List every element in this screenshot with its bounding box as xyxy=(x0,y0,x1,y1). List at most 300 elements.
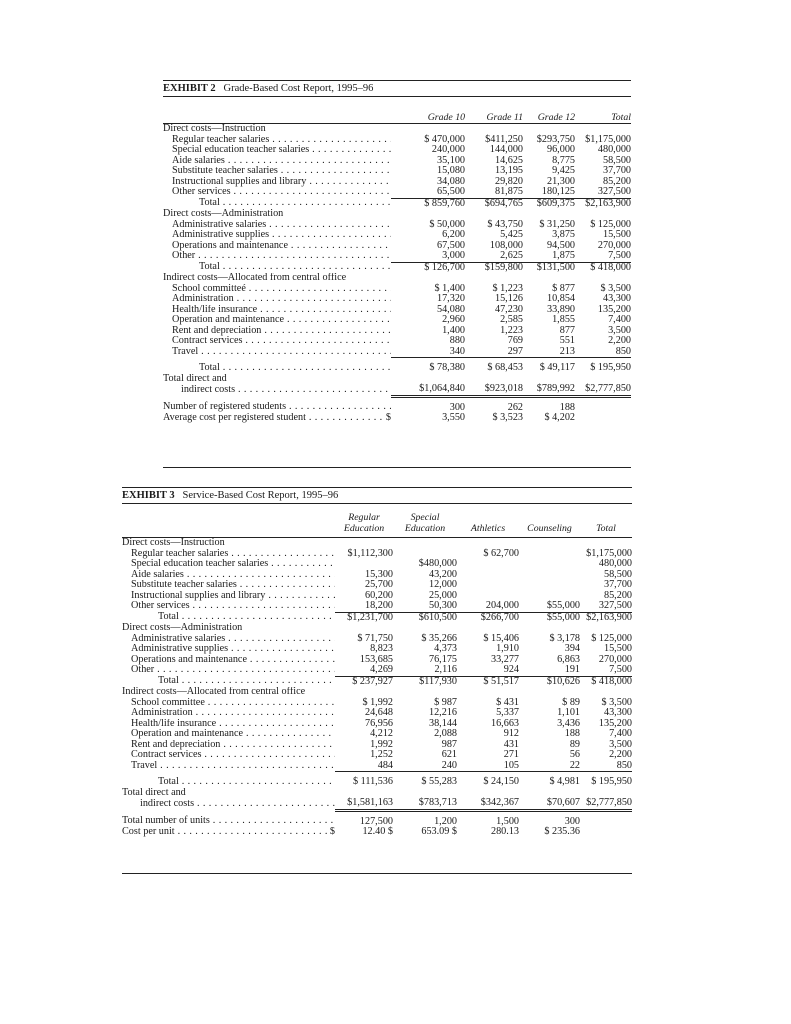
row-label: School committeé . . . xyxy=(163,284,391,295)
section-heading xyxy=(122,623,632,634)
cell-value: $1,175,000 xyxy=(586,547,632,559)
row-label: Operations and maintenance . . . xyxy=(122,655,335,666)
cell-value: 240,000 xyxy=(431,144,465,155)
cell-value: 2,116 xyxy=(393,665,457,676)
cell-value: 6,863 xyxy=(557,653,580,665)
header-line-2: Total xyxy=(596,523,616,534)
cell-value: 912 xyxy=(503,728,519,739)
row-label: Direct costs—Administration xyxy=(122,623,243,633)
cell-value: 880 xyxy=(449,335,465,346)
cell-value: 135,200 xyxy=(598,717,632,729)
cell-value: 67,500 xyxy=(436,239,465,251)
exhibit-3-header xyxy=(122,487,632,504)
cell-value: 924 xyxy=(457,665,519,676)
row-label: Aide salaries . . . xyxy=(163,156,391,167)
table-row xyxy=(122,601,632,612)
row-label: Travel . . . xyxy=(163,347,391,358)
row-label: Average cost per registered student $ . . . xyxy=(163,413,391,424)
cell-value: 850 xyxy=(575,347,631,358)
cell-value: $ 877 xyxy=(552,282,575,294)
cell-value: 15,500 xyxy=(602,229,631,240)
cell-value: 94,500 xyxy=(546,239,575,251)
cell-value: 33,277 xyxy=(490,653,519,665)
cell-value: 108,000 xyxy=(489,239,523,251)
cell-value: $1,175,000 xyxy=(585,133,631,145)
table-row xyxy=(163,145,631,156)
cell-value: $2,163,900 xyxy=(585,197,631,209)
cell-value: $1,231,700 xyxy=(347,611,393,623)
cell-value: $ 235.36 xyxy=(544,826,580,837)
cell-value: 394 xyxy=(564,643,580,654)
cell-value: 300 xyxy=(564,815,580,827)
cell-value xyxy=(465,209,523,220)
column-header-grade-11: Grade 11 xyxy=(486,112,523,123)
grade-cost-table-body xyxy=(163,124,631,424)
row-label: Special education teacher salaries . . . xyxy=(163,145,391,156)
cell-value: 29,820 xyxy=(494,175,523,187)
cell-value: $1,112,300 xyxy=(347,547,393,559)
cell-value: 987 xyxy=(441,738,457,750)
row-label: School committee . . . xyxy=(122,698,335,709)
cell-value: $ 470,000 xyxy=(424,133,465,145)
cell-value: 480,000 xyxy=(597,144,631,155)
cell-value: 25,000 xyxy=(428,589,457,601)
cell-value: $ 195,950 xyxy=(590,362,631,373)
row-label: Administrative salaries . . . xyxy=(122,634,335,645)
cell-value: 15,126 xyxy=(494,293,523,304)
cell-value: $ 3,500 xyxy=(601,696,632,708)
summary-row xyxy=(163,396,631,413)
cell-value: 24,648 xyxy=(364,707,393,718)
row-label: Total number of units . . . xyxy=(122,810,335,827)
cell-value: $1,064,840 xyxy=(391,384,465,396)
service-cost-table-body xyxy=(122,538,632,838)
cell-value: 2,585 xyxy=(500,314,523,325)
row-label: Total . . . xyxy=(122,676,335,687)
cell-value: $ 31,250 xyxy=(539,218,575,230)
cell-value: $610,500 xyxy=(418,611,457,623)
column-header-grade-12: Grade 12 xyxy=(537,112,575,123)
cell-value: 153,685 xyxy=(359,653,393,665)
cell-value: $131,500 xyxy=(536,261,575,273)
cell-value: 297 xyxy=(465,347,523,358)
exhibit-2-header xyxy=(163,80,631,97)
table-row xyxy=(122,549,632,560)
column-header-special-education xyxy=(393,512,457,534)
cell-value: $480,000 xyxy=(418,558,457,569)
section-heading xyxy=(163,209,631,220)
section-heading xyxy=(163,273,631,284)
cell-value xyxy=(575,396,631,413)
cell-value: $ 859,760 xyxy=(424,197,465,209)
cell-value: 8,823 xyxy=(370,643,393,654)
row-label: Direct costs—Instruction xyxy=(122,537,225,548)
cell-value: 1,101 xyxy=(557,707,580,718)
row-label: Health/life insurance . . . xyxy=(163,305,391,316)
cell-value: 81,875 xyxy=(465,187,523,198)
grand-total-row xyxy=(122,798,632,810)
dollar-sign: $ xyxy=(327,827,335,838)
cell-value xyxy=(575,273,631,284)
row-label: Instructional supplies and library . . . xyxy=(122,591,335,602)
cell-value xyxy=(393,538,457,549)
exhibit-2-title: Grade-Based Cost Report, 1995–96 xyxy=(223,83,374,94)
cell-value: 2,200 xyxy=(608,335,631,346)
row-label: Total direct and xyxy=(163,373,227,384)
table-row xyxy=(163,336,631,347)
cell-value xyxy=(523,209,575,220)
exhibit-3-bottom-rule xyxy=(122,873,632,874)
table-row xyxy=(122,665,632,676)
row-label: Rent and depreciation . . . xyxy=(163,326,391,337)
cell-value: $ 4,981 xyxy=(549,776,580,787)
cell-value: 877 xyxy=(559,324,575,336)
cell-value xyxy=(457,687,519,698)
cell-value: 16,663 xyxy=(490,717,519,729)
cell-value: $ 195,950 xyxy=(591,776,632,787)
cell-value: 13,195 xyxy=(494,165,523,176)
cell-value: 12.40 $ xyxy=(362,826,393,837)
cell-value: 5,337 xyxy=(496,707,519,718)
column-header-label xyxy=(163,109,391,123)
cell-value: 484 xyxy=(335,761,393,772)
cell-value: 6,200 xyxy=(442,229,465,240)
row-label: Administration . . . xyxy=(122,708,335,719)
cell-value: 54,080 xyxy=(436,303,465,315)
cell-value: 262 xyxy=(507,401,523,413)
cell-value: $ 431 xyxy=(496,696,519,708)
header-line-2: Counseling xyxy=(527,523,572,534)
cell-value: 213 xyxy=(523,347,575,358)
cell-value: 1,400 xyxy=(442,324,465,336)
row-label: Administrative salaries . . . xyxy=(163,220,391,231)
table-row xyxy=(163,294,631,305)
cell-value: 17,320 xyxy=(436,293,465,304)
row-label: Number of registered students . . . xyxy=(163,396,391,413)
row-label: Total . . . xyxy=(163,262,391,273)
cell-value: $ 71,750 xyxy=(357,632,393,644)
cell-value xyxy=(575,209,631,220)
table-row xyxy=(122,750,632,761)
cell-value: 551 xyxy=(559,335,575,346)
cell-value xyxy=(580,538,632,549)
cell-value: $ 68,453 xyxy=(487,362,523,373)
section-heading xyxy=(122,538,632,549)
cell-value xyxy=(575,124,631,135)
cell-value: 2,625 xyxy=(465,251,523,262)
cell-value: 188 xyxy=(564,728,580,739)
cell-value: 56 xyxy=(569,749,580,760)
cell-value xyxy=(393,623,457,634)
section-heading xyxy=(163,124,631,135)
cell-value: 4,212 xyxy=(370,728,393,739)
row-label: Aide salaries . . . xyxy=(122,570,335,581)
table-row xyxy=(122,580,632,591)
cell-value: 37,700 xyxy=(602,165,631,176)
cell-value xyxy=(457,580,519,591)
table-row xyxy=(163,230,631,241)
cell-value: 12,000 xyxy=(428,579,457,590)
cell-value: $ 125,000 xyxy=(591,632,632,644)
cell-value: 7,500 xyxy=(580,665,632,676)
cell-value: 96,000 xyxy=(546,144,575,155)
cell-value: $ 78,380 xyxy=(429,362,465,373)
cell-value: $ 3,500 xyxy=(600,282,631,294)
cell-value: 33,890 xyxy=(546,303,575,315)
cell-value: $55,000 xyxy=(519,601,580,612)
cell-value: 37,700 xyxy=(603,579,632,590)
row-label: Other services . . . xyxy=(163,187,391,198)
total-row xyxy=(122,612,632,623)
cell-value xyxy=(519,559,580,570)
cell-value: 653.09 $ xyxy=(421,826,457,837)
cell-value: 10,854 xyxy=(546,293,575,304)
exhibit-3-number: EXHIBIT 3 xyxy=(122,490,175,501)
cell-value: 1,875 xyxy=(523,251,575,262)
cell-value xyxy=(391,273,465,284)
row-label: Cost per unit $ . . . xyxy=(122,827,335,838)
cell-value: $1,581,163 xyxy=(335,798,393,810)
header-line-2: Athletics xyxy=(470,523,506,534)
summary-row xyxy=(122,827,632,838)
row-label: Substitute teacher salaries . . . xyxy=(163,166,391,177)
cell-value: $783,713 xyxy=(393,798,457,810)
cell-value: 2,088 xyxy=(434,728,457,739)
table-row xyxy=(163,187,631,198)
cell-value xyxy=(465,124,523,135)
cell-value: 188 xyxy=(559,401,575,413)
cell-value: 300 xyxy=(449,401,465,413)
cell-value: $ 237,927 xyxy=(352,675,393,687)
cell-value: 76,175 xyxy=(428,653,457,665)
cell-value xyxy=(457,623,519,634)
cell-value: 327,500 xyxy=(580,601,632,612)
total-row xyxy=(122,676,632,687)
row-label: Operation and maintenance . . . xyxy=(163,315,391,326)
cell-value xyxy=(391,209,465,220)
section-heading xyxy=(122,687,632,698)
cell-value xyxy=(580,687,632,698)
cell-value xyxy=(523,273,575,284)
cell-value: 3,500 xyxy=(608,324,631,336)
row-label: Regular teacher salaries . . . xyxy=(122,549,335,560)
cell-value: 1,252 xyxy=(370,749,393,760)
cell-value: 3,000 xyxy=(391,251,465,262)
cell-value: $ 418,000 xyxy=(591,675,632,687)
cell-value: 25,700 xyxy=(364,579,393,590)
cell-value: 15,500 xyxy=(603,643,632,654)
row-label: Contract services . . . xyxy=(122,750,335,761)
cell-value xyxy=(335,538,393,549)
cell-value: 58,500 xyxy=(602,154,631,166)
cell-value: 204,000 xyxy=(457,601,519,612)
header-line-1: Special xyxy=(410,512,440,523)
cell-value xyxy=(580,827,632,838)
cell-value: 240 xyxy=(393,761,457,772)
cell-value: 270,000 xyxy=(597,239,631,251)
cell-value xyxy=(393,687,457,698)
cell-value xyxy=(580,810,632,827)
total-row xyxy=(122,772,632,788)
cell-value xyxy=(519,623,580,634)
cell-value: $ 3,178 xyxy=(549,632,580,644)
cell-value: 7,400 xyxy=(609,728,632,739)
cell-value: $ 1,400 xyxy=(434,282,465,294)
cell-value: 1,200 xyxy=(434,815,457,827)
cell-value: 15,300 xyxy=(364,568,393,580)
cell-value: 850 xyxy=(580,761,632,772)
summary-row xyxy=(163,413,631,424)
cell-value xyxy=(519,549,580,560)
row-label: indirect costs . . . xyxy=(122,798,335,810)
cell-value: 1,910 xyxy=(496,643,519,654)
cell-value: $70,607 xyxy=(519,798,580,810)
grade-cost-table xyxy=(163,109,631,424)
exhibit-2-number: EXHIBIT 2 xyxy=(163,83,216,94)
row-label: indirect costs . . . xyxy=(163,384,391,396)
column-header-athletics xyxy=(457,512,519,534)
grand-total-row xyxy=(163,384,631,396)
row-label: Indirect costs—Allocated from central office xyxy=(163,273,347,283)
cell-value xyxy=(519,580,580,591)
table-row xyxy=(122,559,632,570)
cell-value: $2,777,850 xyxy=(575,384,631,396)
column-header-total: Total xyxy=(611,112,631,123)
cell-value xyxy=(580,623,632,634)
cell-value: 2,960 xyxy=(442,314,465,325)
table-row xyxy=(163,347,631,358)
cell-value: 1,500 xyxy=(496,815,519,827)
cell-value: $ 1,223 xyxy=(492,282,523,294)
cell-value: 50,300 xyxy=(393,601,457,612)
cell-value: $ 50,000 xyxy=(429,218,465,230)
row-label: Direct costs—Administration xyxy=(163,209,284,219)
cell-value xyxy=(335,623,393,634)
exhibit-3 xyxy=(122,487,632,877)
cell-value: 3,550 xyxy=(442,412,465,423)
cell-value: 38,144 xyxy=(428,717,457,729)
column-header-label xyxy=(122,512,335,534)
row-label: Instructional supplies and library . . . xyxy=(163,177,391,188)
exhibit-2 xyxy=(163,80,631,480)
cell-value: $ 51,517 xyxy=(483,675,519,687)
cell-value xyxy=(519,687,580,698)
cell-value: 85,200 xyxy=(602,175,631,187)
cell-value: $ 24,150 xyxy=(483,776,519,787)
column-header-regular-education xyxy=(335,512,393,534)
cell-value: 2,200 xyxy=(609,749,632,760)
cell-value: 3,875 xyxy=(552,229,575,240)
total-row xyxy=(163,358,631,374)
cell-value: 271 xyxy=(503,749,519,760)
cell-value: 7,500 xyxy=(575,251,631,262)
cell-value xyxy=(335,687,393,698)
cell-value: $ 126,700 xyxy=(424,261,465,273)
row-label: Total . . . xyxy=(122,612,335,623)
cell-value: 14,625 xyxy=(494,154,523,166)
row-label: Rent and depreciation . . . xyxy=(122,740,335,751)
row-label: Contract services . . . xyxy=(163,336,391,347)
cell-value xyxy=(391,124,465,135)
cell-value xyxy=(523,124,575,135)
header-line-2: Education xyxy=(404,523,446,534)
cell-value: $ 418,000 xyxy=(590,261,631,273)
row-label: Regular teacher salaries . . . xyxy=(163,135,391,146)
row-label: Other . . . xyxy=(122,665,335,676)
cell-value: 8,775 xyxy=(552,154,575,166)
cell-value: $ 89 xyxy=(562,696,580,708)
cell-value: $55,000 xyxy=(546,611,580,623)
total-row xyxy=(163,198,631,209)
column-header-counseling xyxy=(519,512,580,534)
row-label: Substitute teacher salaries . . . xyxy=(122,580,335,591)
cell-value: 35,100 xyxy=(436,154,465,166)
cell-value: 3,436 xyxy=(557,717,580,729)
table-row xyxy=(122,729,632,740)
cell-value: 85,200 xyxy=(603,589,632,601)
cell-value: 340 xyxy=(391,347,465,358)
cell-value: $ 49,117 xyxy=(539,362,575,373)
row-label: Administrative supplies . . . xyxy=(163,230,391,241)
row-label: Administrative supplies . . . xyxy=(122,644,335,655)
cell-value: 135,200 xyxy=(597,303,631,315)
cell-value: 18,200 xyxy=(335,601,393,612)
cell-value: 76,956 xyxy=(364,717,393,729)
cell-value: $342,367 xyxy=(457,798,519,810)
cell-value xyxy=(519,570,580,581)
row-label: Operation and maintenance . . . xyxy=(122,729,335,740)
table-row xyxy=(122,644,632,655)
cell-value: 58,500 xyxy=(603,568,632,580)
cell-value xyxy=(457,570,519,581)
cell-value: $ 15,406 xyxy=(483,632,519,644)
cell-value xyxy=(519,538,580,549)
cell-value: $ 62,700 xyxy=(483,547,519,559)
row-label: Administration . . . xyxy=(163,294,391,305)
cell-value: $694,765 xyxy=(484,197,523,209)
cell-value xyxy=(465,273,523,284)
column-header-grade-10: Grade 10 xyxy=(427,112,465,123)
cell-value: 60,200 xyxy=(364,589,393,601)
cell-value: 480,000 xyxy=(598,558,632,569)
cell-value: $ 1,992 xyxy=(362,696,393,708)
table-row xyxy=(163,251,631,262)
table-row xyxy=(122,708,632,719)
cell-value: 621 xyxy=(441,749,457,760)
exhibit-3-title: Service-Based Cost Report, 1995–96 xyxy=(182,490,339,501)
cell-value: 21,300 xyxy=(546,175,575,187)
cell-value: $159,800 xyxy=(484,261,523,273)
cell-value: 4,373 xyxy=(434,643,457,654)
row-label: Total . . . xyxy=(122,772,335,788)
cell-value: 47,230 xyxy=(494,303,523,315)
cell-value: 12,216 xyxy=(428,707,457,718)
cell-value: $ 43,750 xyxy=(487,218,523,230)
row-label: Other . . . xyxy=(163,251,391,262)
service-cost-table xyxy=(122,512,632,838)
cell-value: 1,992 xyxy=(370,738,393,750)
cell-value: 4,269 xyxy=(335,665,393,676)
cell-value: $ 3,523 xyxy=(492,412,523,423)
cell-value: 3,500 xyxy=(609,738,632,750)
row-label: Health/life insurance . . . xyxy=(122,719,335,730)
cell-value: 1,223 xyxy=(500,324,523,336)
table-row xyxy=(163,166,631,177)
dollar-sign: $ xyxy=(383,413,391,424)
cell-value xyxy=(457,538,519,549)
cell-value: $609,375 xyxy=(536,197,575,209)
cell-value: 5,425 xyxy=(500,229,523,240)
